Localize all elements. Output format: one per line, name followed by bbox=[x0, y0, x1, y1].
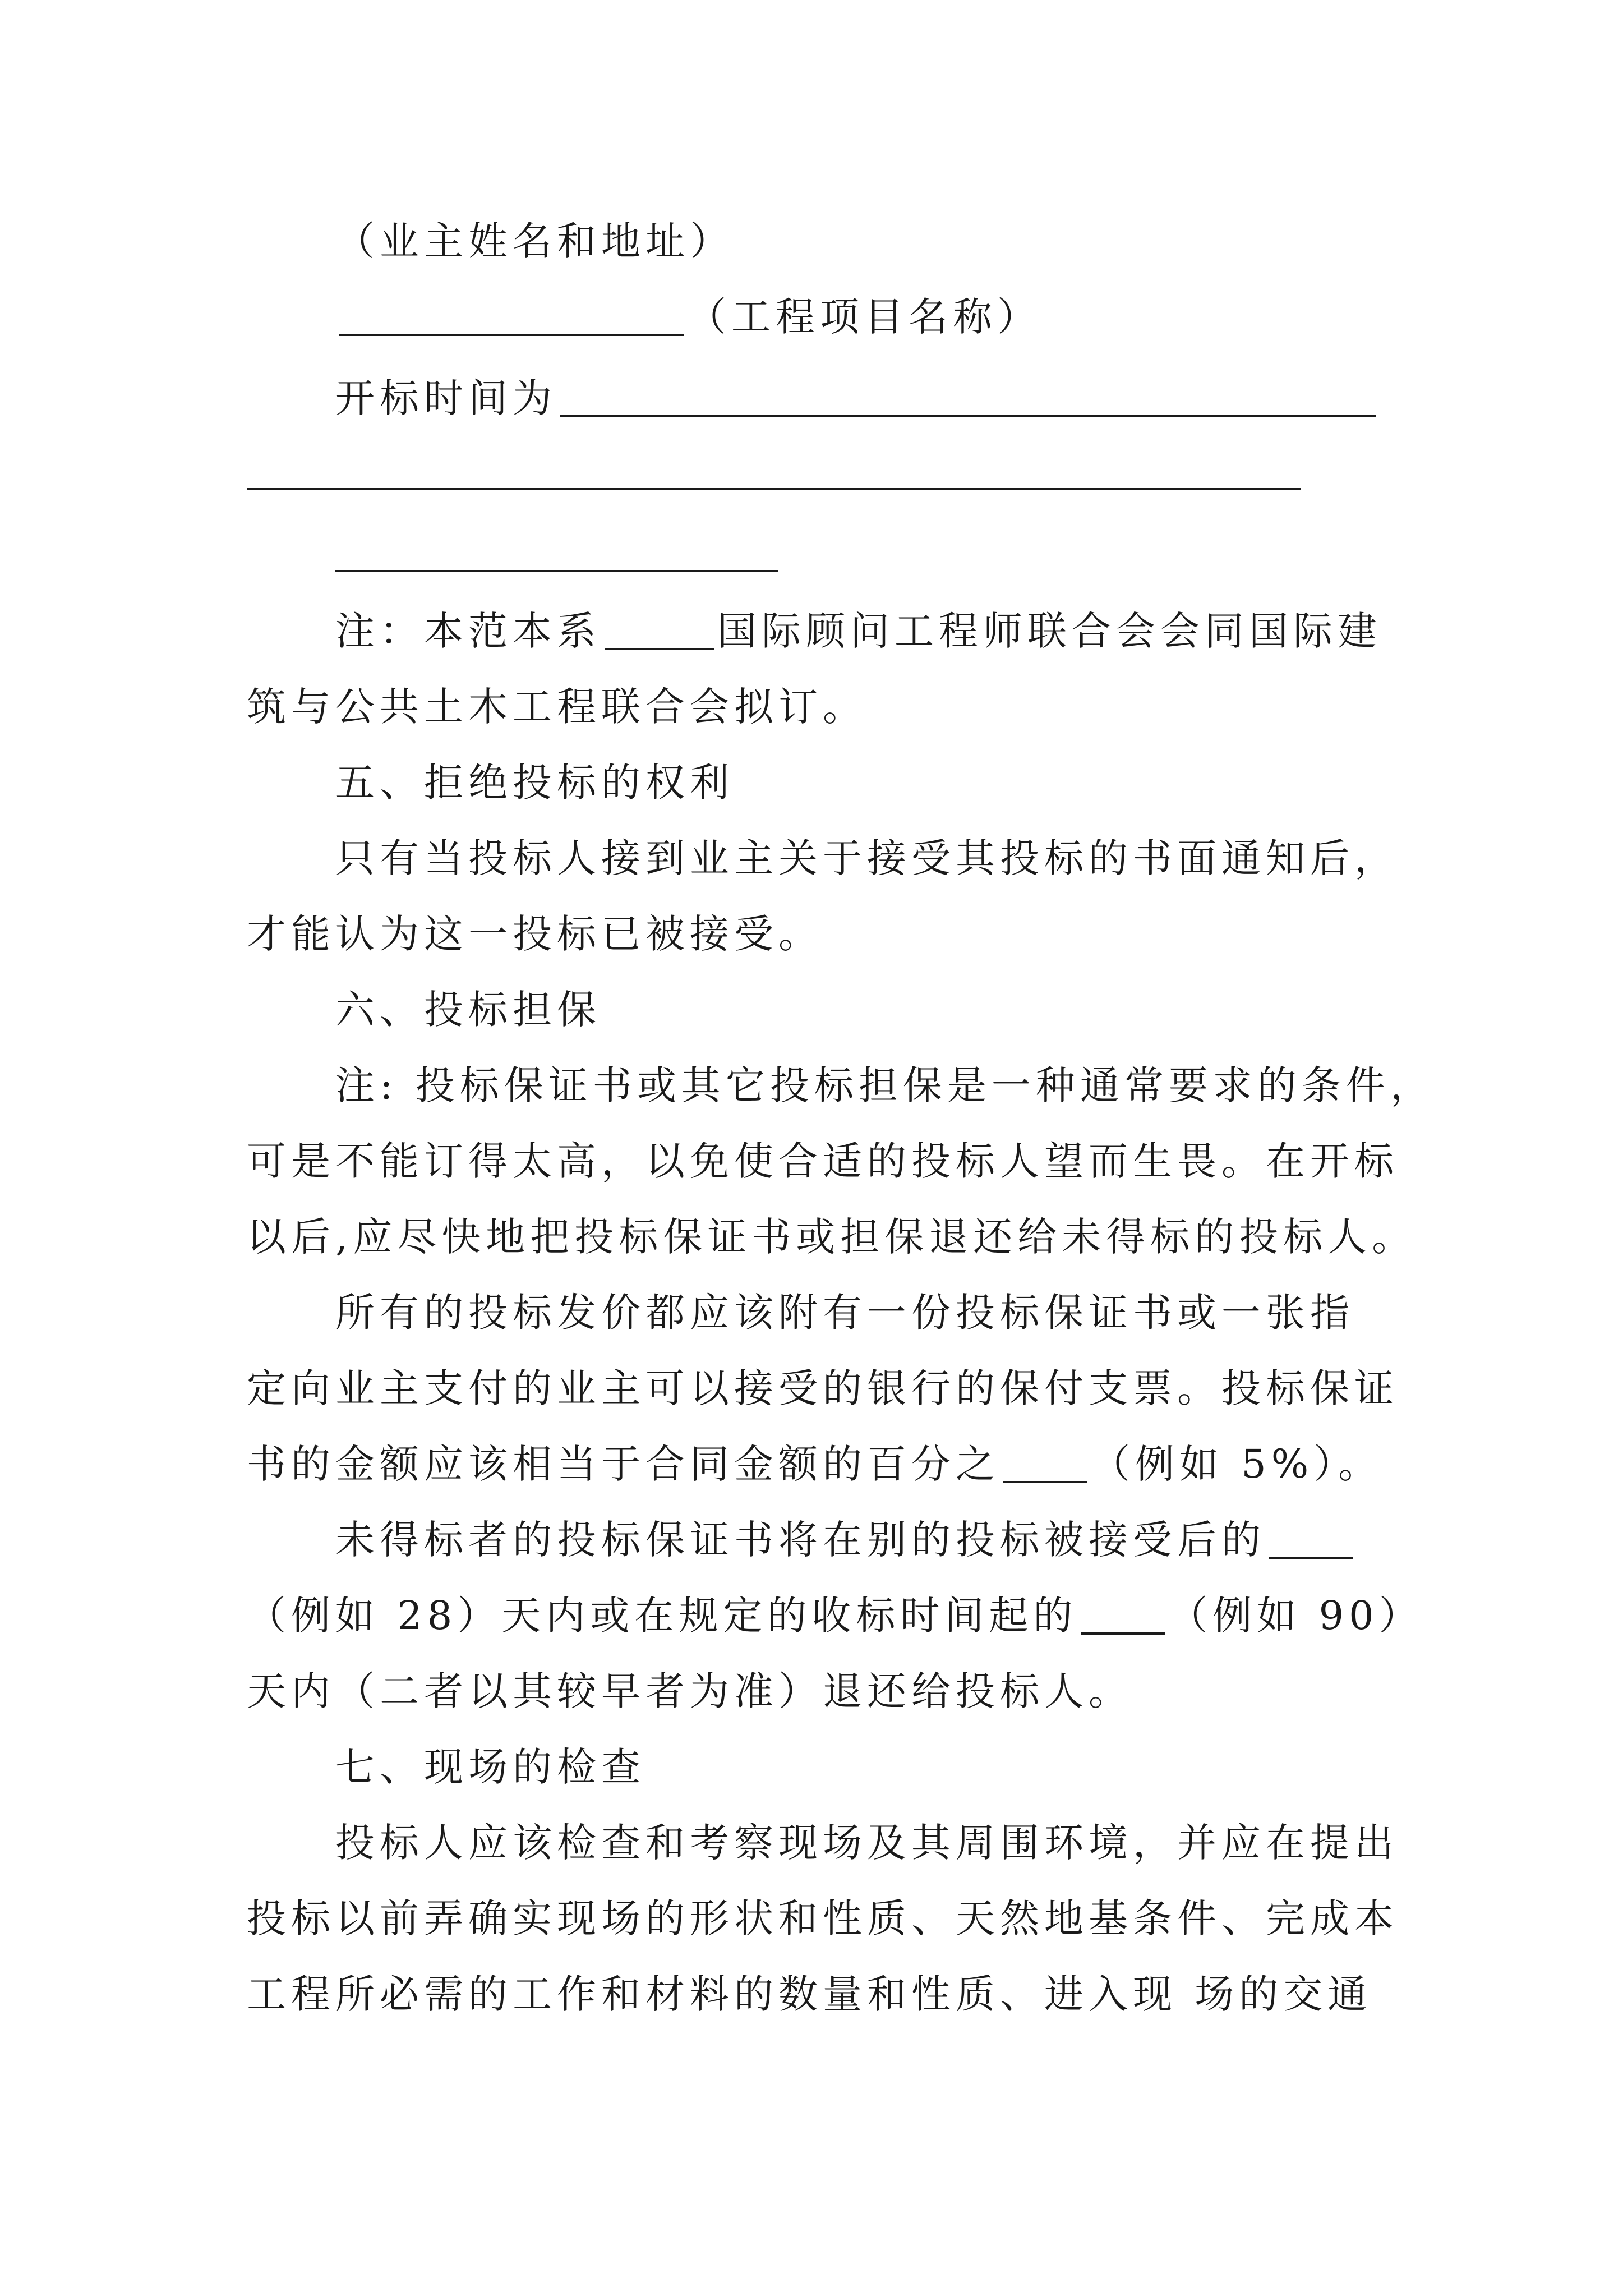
bid-opening-time-line: 开标时间为 bbox=[335, 370, 1380, 426]
blank-rule bbox=[247, 488, 1301, 490]
paragraph-line: 所有的投标发价都应该附有一份投标保证书或一张指 bbox=[335, 1290, 1354, 1336]
paragraph-line: 以后,应尽快地把投标保证书或担保退还给未得标的投标人。 bbox=[247, 1214, 1417, 1260]
paragraph-line: 天内（二者以其较早者为准）退还给投标人。 bbox=[247, 1668, 1133, 1714]
paragraph-line: 投标以前弄确实现场的形状和性质、天然地基条件、完成本 bbox=[247, 1895, 1399, 1941]
blank-underline bbox=[1081, 1599, 1165, 1635]
paragraph-line: 注: 投标保证书或其它投标担保是一种通常要求的条件， bbox=[335, 1062, 1435, 1108]
paragraph-line: 投标人应该检查和考察现场及其周围环境，并应在提出 bbox=[335, 1820, 1399, 1866]
blank-underline bbox=[560, 381, 1376, 417]
paragraph-line: 才能认为这一投标已被接受。 bbox=[247, 911, 823, 957]
blank-underline bbox=[605, 614, 714, 650]
paragraph-line: 筑与公共土木工程联合会拟订。 bbox=[247, 684, 867, 730]
project-name-line: （工程项目名称） bbox=[335, 289, 1041, 345]
paragraph-line: 书的金额应该相当于合同金额的百分之 （例如 5%）。 bbox=[247, 1441, 1383, 1487]
section-heading: 七、现场的检查 bbox=[335, 1744, 645, 1790]
blank-underline bbox=[339, 300, 684, 336]
paragraph-line: 可是不能订得太高，以免使合适的投标人望而生畏。在开标 bbox=[247, 1138, 1399, 1184]
paragraph-line: 注：本范本系 国际顾问工程师联合会会同国际建 bbox=[335, 608, 1382, 654]
owner-name-address-line: （业主姓名和地址） bbox=[335, 218, 734, 264]
section-heading: 五、拒绝投标的权利 bbox=[335, 760, 734, 806]
blank-underline bbox=[1003, 1447, 1087, 1483]
paragraph-line: 未得标者的投标保证书将在别的投标被接受后的 bbox=[335, 1512, 1357, 1568]
blank-underline bbox=[1269, 1523, 1353, 1559]
paragraph-line: 只有当投标人接到业主关于接受其投标的书面通知后， bbox=[335, 835, 1399, 881]
paragraph-line: 定向业主支付的业主可以接受的银行的保付支票。投标保证 bbox=[247, 1365, 1399, 1411]
paragraph-line: （例如 28）天内或在规定的收标时间起的 （例如 90） bbox=[247, 1593, 1423, 1639]
blank-rule bbox=[335, 570, 778, 572]
section-heading: 六、投标担保 bbox=[335, 987, 601, 1033]
paragraph-line: 工程所必需的工作和材料的数量和性质、进入现 场的交通 bbox=[247, 1971, 1372, 2017]
